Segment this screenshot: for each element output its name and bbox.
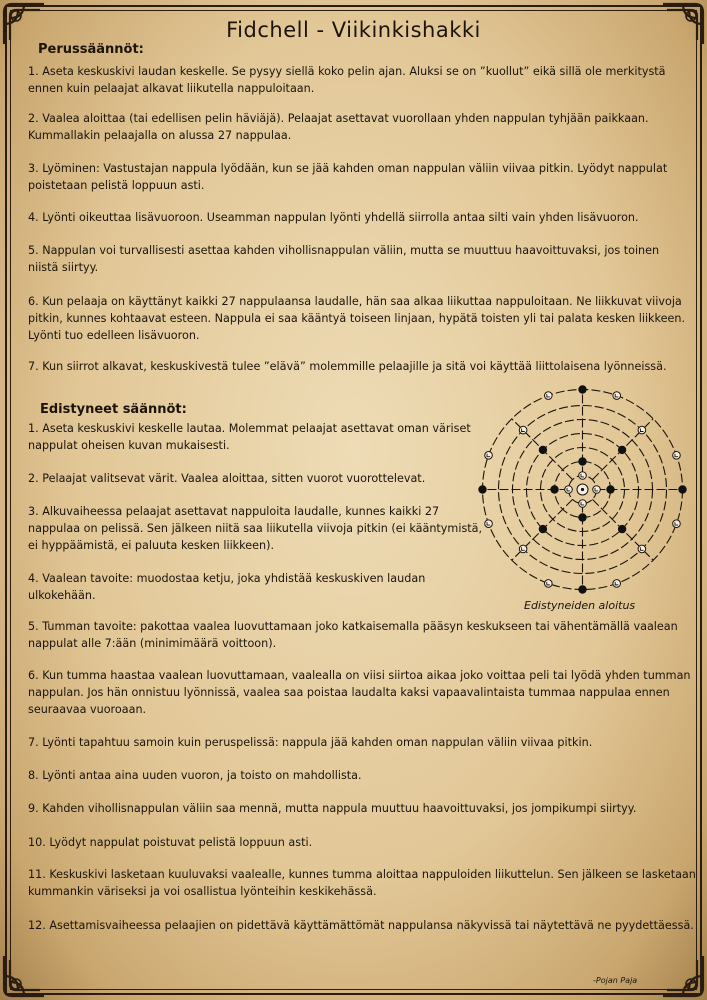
basic-rules-heading: Perussäännöt: — [38, 42, 144, 57]
light-piece — [673, 451, 681, 459]
advanced-rule-9: 9. Kahden vihollisnappulan väliin saa mennä, mutta nappula muuttuu haavoittuvaksi, jos jompikumpi siirtyy. — [28, 802, 637, 815]
basic-rule-5: 5. Nappulan voi turvallisesti asettaa kahden vihollisnappulan väliin, mutta se muuttuu haavoittuvaksi, jos toinen niistä siirtyy. — [28, 244, 660, 274]
dark-piece — [478, 485, 486, 493]
light-piece — [544, 580, 552, 588]
advanced-rule-3: 3. Alkuvaiheessa pelaajat asettavat nappuloita laudalle, kunnes kaikki 27 nappulaa on pelissä. Sen jälkeen niitä saa liikutella viivoja pitkin (ei kääntymistä, ei hyppäämistä, ei paluuta kesken liikkeen). — [28, 505, 483, 552]
dark-piece — [578, 513, 586, 521]
fidchell-board-diagram — [470, 377, 695, 602]
light-piece — [579, 500, 587, 508]
light-piece — [613, 580, 621, 588]
advanced-rule-7: 7. Lyönti tapahtuu samoin kuin peruspelissä: nappula jää kahden oman nappulan väliin viivaa pitkin. — [28, 736, 593, 749]
light-piece — [519, 545, 527, 553]
advanced-rules-heading: Edistyneet säännöt: — [40, 402, 187, 417]
dark-piece — [578, 457, 586, 465]
dark-piece — [550, 485, 558, 493]
light-piece — [579, 472, 587, 480]
author-signature: -Pojan Paja — [593, 976, 638, 985]
celtic-knot-corner-bottom-left — [0, 952, 48, 1000]
light-piece — [519, 426, 527, 434]
basic-rule-6: 6. Kun pelaaja on käyttänyt kaikki 27 nappulaansa laudalle, hän saa alkaa liikuttaa nappuloitaan. Ne liikkuvat viivoja pitkin, kunnes kohtaavat esteen. Nappula ei saa kääntyä toiseen linjaan, hypätä toisten yli tai palata kesken liikkeen. Lyönti tuo edelleen lisävuoron. — [28, 295, 686, 342]
dark-piece — [539, 525, 547, 533]
dark-piece — [618, 446, 626, 454]
light-piece — [485, 520, 493, 528]
dark-piece — [539, 446, 547, 454]
light-piece — [673, 520, 681, 528]
advanced-rule-11: 11. Keskuskivi lasketaan kuuluvaksi vaalealle, kunnes tumma aloittaa nappuloiden liikuttelun. Sen jälkeen se lasketaan kummankin väriseksi ja voi osallistua lyönteihin keskikehässä. — [28, 868, 696, 898]
diagram-caption: Edistyneiden aloitus — [524, 599, 636, 612]
advanced-rule-6: 6. Kun tumma haastaa vaalean luovuttamaan, vaalealla on viisi siirtoa aikaa joko voittaa peli tai lyödä yhden tumman nappulan. Jos hän onnistuu lyönnissä, vaalea saa poistaa laudalta kaksi vapaavalintaista tummaa nappulaa ennen seuraavaa vuoroaan. — [28, 669, 691, 716]
dark-piece — [578, 385, 586, 393]
basic-rule-7: 7. Kun siirrot alkavat, keskuskivestä tulee ”elävä” molemmille pelaajille ja sitä voi käyttää liittolaisena lyönneissä. — [28, 360, 667, 373]
advanced-rule-5: 5. Tumman tavoite: pakottaa vaalea luovuttamaan joko katkaisemalla pääsyn keskukseen tai vähentämällä vaalean nappulat alle 7:ään (minimimäärä voittoon). — [28, 620, 678, 650]
celtic-knot-corner-bottom-right — [659, 952, 707, 1000]
light-piece — [593, 486, 601, 494]
light-piece — [544, 392, 552, 400]
dark-piece — [678, 485, 686, 493]
basic-rule-2: 2. Vaalea aloittaa (tai edellisen pelin häviäjä). Pelaajat asettavat vuorollaan yhden nappulan tyhjään paikkaan. Kummallakin pelaajalla on alussa 27 nappulaa. — [28, 112, 649, 142]
dark-piece — [606, 485, 614, 493]
light-piece — [613, 392, 621, 400]
page-title: Fidchell - Viikinkishakki — [226, 18, 481, 42]
advanced-rule-4: 4. Vaalean tavoite: muodostaa ketju, joka yhdistää keskuskiven laudan ulkokehään. — [28, 572, 426, 602]
light-piece — [638, 426, 646, 434]
light-piece — [565, 486, 573, 494]
basic-rule-3: 3. Lyöminen: Vastustajan nappula lyödään, kun se jää kahden oman nappulan väliin viivaa pitkin. Lyödyt nappulat poistetaan pelistä loppuun asti. — [28, 162, 668, 192]
basic-rule-4: 4. Lyönti oikeuttaa lisävuoroon. Useamman nappulan lyönti yhdellä siirrolla antaa silti vain yhden lisävuoron. — [28, 211, 639, 224]
advanced-rule-2: 2. Pelaajat valitsevat värit. Vaalea aloittaa, sitten vuorot vuorottelevat. — [28, 472, 426, 485]
dark-piece — [578, 585, 586, 593]
basic-rule-1: 1. Aseta keskuskivi laudan keskelle. Se pysyy siellä koko pelin ajan. Aluksi se on ”kuollut” eikä sillä ole merkitystä ennen kuin pelaajat alkavat liikutella nappuloitaan. — [28, 65, 666, 95]
dark-piece — [618, 525, 626, 533]
advanced-rule-12: 12. Asettamisvaiheessa pelaajien on pidettävä käyttämättömät nappulansa näkyvissä tai näytettävä ne pyydettäessä. — [28, 919, 694, 932]
advanced-rule-8: 8. Lyönti antaa aina uuden vuoron, ja toisto on mahdollista. — [28, 769, 362, 782]
light-piece — [485, 451, 493, 459]
advanced-rule-10: 10. Lyödyt nappulat poistuvat pelistä loppuun asti. — [28, 836, 313, 849]
center-stone-mark — [581, 488, 584, 491]
light-piece — [638, 545, 646, 553]
advanced-rule-1: 1. Aseta keskuskivi keskelle lautaa. Molemmat pelaajat asettavat oman väriset nappulat oheisen kuvan mukaisesti. — [28, 422, 471, 452]
